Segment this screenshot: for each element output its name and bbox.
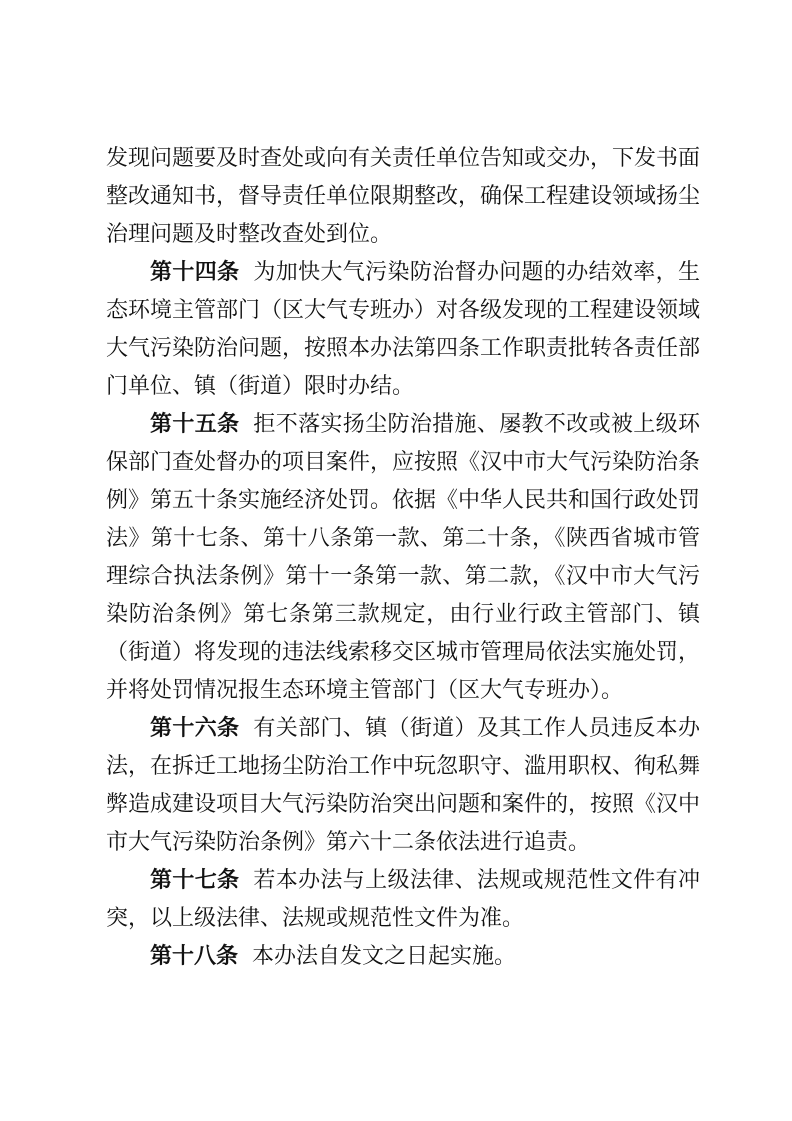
paragraph-article-16 <box>106 710 700 862</box>
article-number: 第十四条 <box>150 260 240 285</box>
paragraph-article-17 <box>106 862 700 938</box>
paragraph-article-15 <box>106 406 700 710</box>
paragraph-text: 有关部门、镇（街道）及其工作人员违反本办法，在拆迁工地扬尘防治工作中玩忽职守、滥用职权、徇私舞弊造成建设项目大气污染防治突出问题和案件的，按照《汉中市大气污染防治条例》第六十二条依法进行追责。 <box>106 716 701 855</box>
paragraph-article-14 <box>106 254 700 406</box>
paragraph-article-18 <box>106 938 700 976</box>
article-number: 第十八条 <box>150 944 239 969</box>
document-body <box>106 140 700 976</box>
paragraph-text: 若本办法与上级法律、法规或规范性文件有冲突，以上级法律、法规或规范性文件为准。 <box>106 868 700 931</box>
article-number: 第十六条 <box>150 716 240 741</box>
article-number: 第十五条 <box>150 412 240 437</box>
paragraph-text: 发现问题要及时查处或向有关责任单位告知或交办，下发书面整改通知书，督导责任单位限期整改，确保工程建设领域扬尘治理问题及时整改查处到位。 <box>106 146 701 247</box>
paragraph-text: 为加快大气污染防治督办问题的办结效率，生态环境主管部门（区大气专班办）对各级发现的工程建设领域大气污染防治问题，按照本办法第四条工作职责批转各责任部门单位、镇（街道）限时办结。 <box>106 260 701 399</box>
paragraph-continuation <box>106 140 700 254</box>
article-number: 第十七条 <box>150 868 240 893</box>
paragraph-text: 拒不落实扬尘防治措施、屡教不改或被上级环保部门查处督办的项目案件，应按照《汉中市大气污染防治条例》第五十条实施经济处罚。依据《中华人民共和国行政处罚法》第十七条、第十八条第一款、第二十条，《陕西省城市管理综合执法条例》第十一条第一款、第二款，《汉中市大气污染防治条例》第七条第三款规定，由行业行政主管部门、镇（街道）将发现的违法线索移交区城市管理局依法实施处罚，并将处罚情况报生态环境主管部门（区大气专班办）。 <box>106 412 701 703</box>
paragraph-text: 本办法自发文之日起实施。 <box>252 944 517 969</box>
